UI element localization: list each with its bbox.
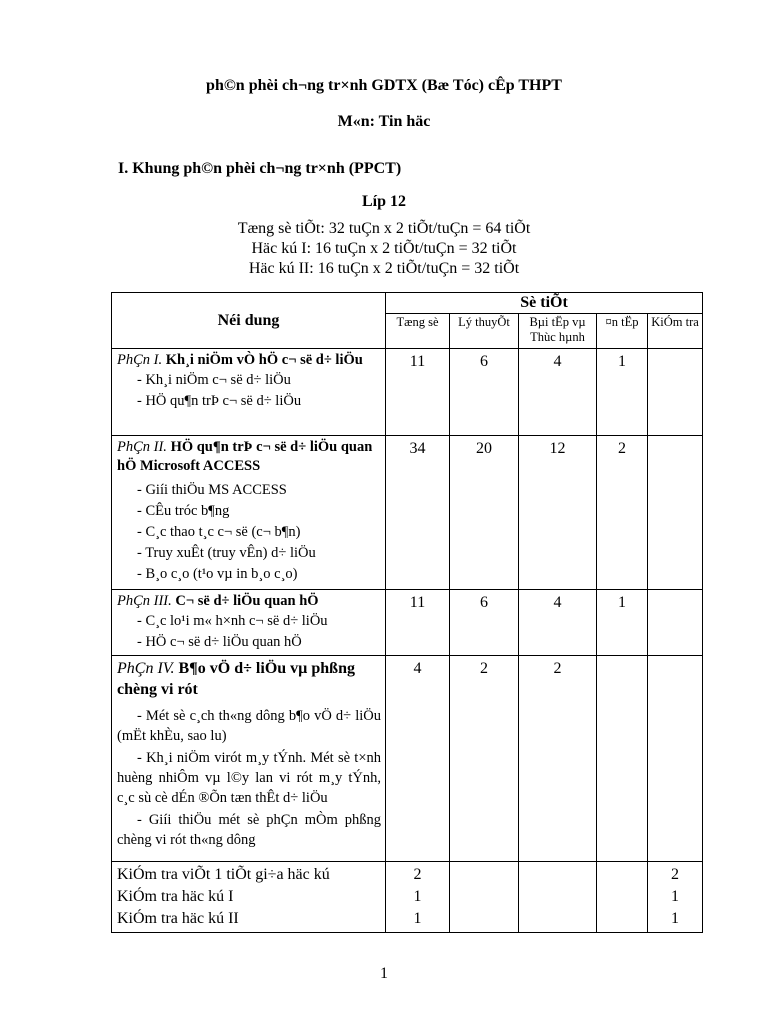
exam-semester2-total: 1 xyxy=(413,910,422,927)
part-2-label: PhÇn II. xyxy=(117,439,167,455)
part-2-practice: 12 xyxy=(519,436,597,590)
list-item: - HÖ qu¶n trÞ c¬ së d÷ liÖu xyxy=(137,393,302,409)
table-row xyxy=(112,349,703,436)
part-1-theory: 6 xyxy=(450,349,519,436)
part-4-test xyxy=(648,656,703,862)
part-4-theory: 2 xyxy=(450,656,519,862)
exams-total xyxy=(386,862,450,933)
part-2-theory: 20 xyxy=(450,436,519,590)
header-total: Tæng sè xyxy=(386,314,450,349)
list-item: - Kh¸i niÖm c¬ së d÷ liÖu xyxy=(137,372,291,388)
grade-heading: Líp 12 xyxy=(361,193,406,210)
part-3-content xyxy=(112,590,386,656)
part-4-content xyxy=(112,656,386,862)
list-item: - C¸c lo¹i m« h×nh c¬ së d÷ liÖu xyxy=(137,613,328,629)
table-row xyxy=(112,436,703,590)
exam-semester2-test: 1 xyxy=(671,910,680,927)
list-item: - HÖ c¬ së d÷ liÖu quan hÖ xyxy=(137,634,302,650)
list-item: - Giíi thiÖu mét sè phÇn mÒm phßng chèng vi rót th«ng dông xyxy=(117,812,381,848)
part-1-title: Kh¸i niÖm vÒ hÖ c¬ së d÷ liÖu xyxy=(165,352,363,368)
part-4-label: PhÇn IV. xyxy=(117,660,175,677)
header-periods: Sè tiÕt xyxy=(386,293,703,314)
exam-semester1-test: 1 xyxy=(671,888,680,905)
part-3-total: 11 xyxy=(386,590,450,656)
header-theory: Lý thuyÕt xyxy=(450,314,519,349)
part-2-content xyxy=(112,436,386,590)
exam-midterm-test: 2 xyxy=(671,866,680,883)
list-item: - Mét sè c¸ch th«ng dông b¶o vÖ d÷ liÖu (mËt khÈu, sao lu) xyxy=(117,708,381,744)
list-item: - CÊu tróc b¶ng xyxy=(137,503,230,519)
part-1-review: 1 xyxy=(597,349,648,436)
part-2-test xyxy=(648,436,703,590)
total-periods-line: Tæng sè tiÕt: 32 tuÇn x 2 tiÕt/tuÇn = 64 tiÕt xyxy=(237,220,531,237)
part-4-title: B¶o vÖ d÷ liÖu vµ phßng chèng vi rót xyxy=(117,660,355,698)
part-2-review: 2 xyxy=(597,436,648,590)
list-item: - Giíi thiÖu MS ACCESS xyxy=(137,482,287,498)
header-review: ¤n tËp xyxy=(597,314,648,349)
exam-semester2-label: KiÓm tra häc kú II xyxy=(117,910,239,927)
part-3-title: C¬ së d÷ liÖu quan hÖ xyxy=(175,593,319,609)
section-heading: I. Khung ph©n phèi ch¬ng tr×nh (PPCT) xyxy=(118,160,402,177)
part-4-total: 4 xyxy=(386,656,450,862)
part-1-practice: 4 xyxy=(519,349,597,436)
part-3-label: PhÇn III. xyxy=(117,593,172,609)
semester1-periods-line: Häc kú I: 16 tuÇn x 2 tiÕt/tuÇn = 32 tiÕt xyxy=(251,240,517,257)
exams-theory xyxy=(450,862,519,933)
exams-content xyxy=(112,862,386,933)
header-content: Néi dung xyxy=(112,293,386,349)
part-2-title: HÖ qu¶n trÞ c¬ së d÷ liÖu quan hÖ Microsoft ACCESS xyxy=(117,439,373,474)
part-3-test xyxy=(648,590,703,656)
part-3-practice: 4 xyxy=(519,590,597,656)
table-row xyxy=(112,656,703,862)
part-4-review xyxy=(597,656,648,862)
list-item: - C¸c thao t¸c c¬ së (c¬ b¶n) xyxy=(137,524,301,540)
header-practice: Bµi tËp vµ Thùc hµnh xyxy=(519,314,597,349)
list-item: - B¸o c¸o (t¹o vµ in b¸o c¸o) xyxy=(137,566,298,582)
table-row xyxy=(112,590,703,656)
exams-review xyxy=(597,862,648,933)
list-item: - Kh¸i niÖm virót m¸y tÝnh. Mét sè t×nh huèng nhiÔm vµ l©y lan vi rót m¸y tÝnh, c¸c sù cè dÉn ®Õn tæn thÊt d÷ liÖu xyxy=(117,750,381,806)
part-3-review: 1 xyxy=(597,590,648,656)
document-title: ph©n phèi ch¬ng tr×nh GDTX (Bæ Tóc) cÊp THPT xyxy=(206,77,562,94)
semester2-periods-line: Häc kú II: 16 tuÇn x 2 tiÕt/tuÇn = 32 tiÕt xyxy=(248,260,520,277)
table-row xyxy=(112,862,703,933)
exams-test xyxy=(648,862,703,933)
subject-heading: M«n: Tin häc xyxy=(337,113,431,130)
part-2-total: 34 xyxy=(386,436,450,590)
part-3-theory: 6 xyxy=(450,590,519,656)
ppct-table xyxy=(111,292,703,933)
part-1-total: 11 xyxy=(386,349,450,436)
part-1-test xyxy=(648,349,703,436)
page-number: 1 xyxy=(380,965,388,982)
exam-midterm-total: 2 xyxy=(413,866,422,883)
exam-semester1-total: 1 xyxy=(413,888,422,905)
header-test: KiÓm tra xyxy=(648,314,703,349)
part-4-practice: 2 xyxy=(519,656,597,862)
exam-semester1-label: KiÓm tra häc kú I xyxy=(117,888,234,905)
exam-midterm-label: KiÓm tra viÕt 1 tiÕt gi÷a häc kú xyxy=(117,866,330,883)
exams-practice xyxy=(519,862,597,933)
part-1-content xyxy=(112,349,386,436)
part-1-label: PhÇn I. xyxy=(117,352,163,368)
list-item: - Truy xuÊt (truy vÊn) d÷ liÖu xyxy=(137,545,316,561)
